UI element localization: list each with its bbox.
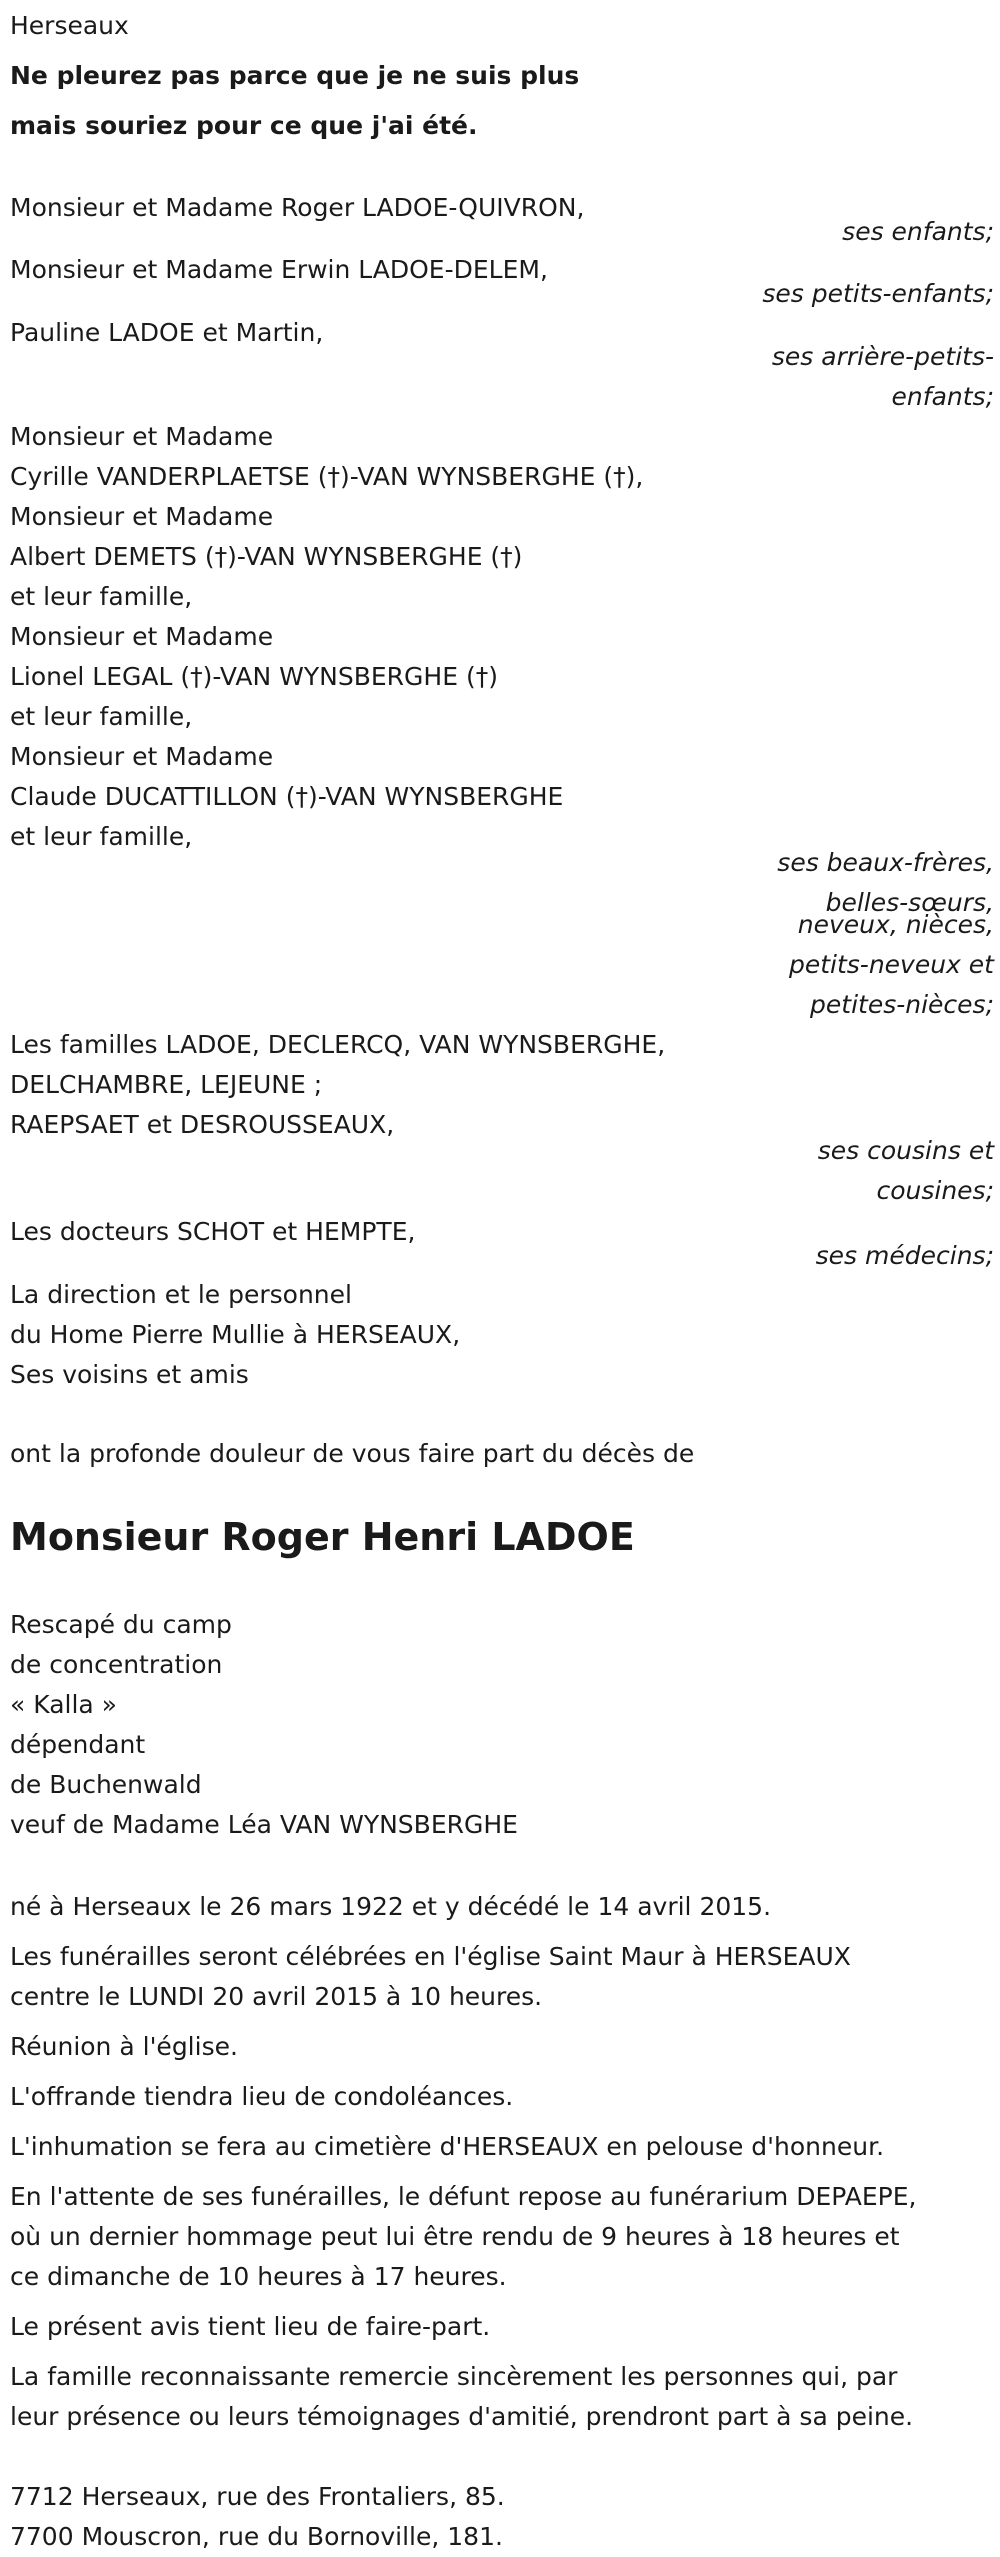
deceased-detail: « Kalla »: [10, 1690, 117, 1719]
announcement: ont la profonde douleur de vous faire part du décès de: [10, 1439, 695, 1468]
funeral-line: centre le LUNDI 20 avril 2015 à 10 heures.: [10, 1982, 543, 2011]
deceased-detail: veuf de Madame Léa VAN WYNSBERGHE: [10, 1810, 518, 1839]
inlaws-role: neveux, nièces,: [797, 910, 994, 939]
cousins-role: cousines;: [876, 1176, 994, 1205]
grandchildren-role: ses petits-enfants;: [762, 279, 994, 308]
inlaws-line: Monsieur et Madame: [10, 422, 274, 451]
cousins-line: DELCHAMBRE, LEJEUNE ;: [10, 1070, 323, 1099]
inlaws-line: Claude DUCATTILLON (†)-VAN WYNSBERGHE: [10, 782, 564, 811]
address-line: 7712 Herseaux, rue des Frontaliers, 85.: [10, 2482, 505, 2511]
inlaws-line: Albert DEMETS (†)-VAN WYNSBERGHE (†): [10, 542, 523, 571]
meeting-text: Réunion à l'église.: [10, 2032, 238, 2061]
cousins-line: Les familles LADOE, DECLERCQ, VAN WYNSBERGHE,: [10, 1030, 666, 1059]
waiting-line: où un dernier hommage peut lui être rendu de 9 heures à 18 heures et: [10, 2222, 900, 2251]
thanks-line: leur présence ou leurs témoignages d'amitié, prendront part à sa peine.: [10, 2402, 914, 2431]
inlaws-line: Lionel LEGAL (†)-VAN WYNSBERGHE (†): [10, 662, 498, 691]
doctors-role: ses médecins;: [815, 1241, 994, 1270]
inlaws-line: et leur famille,: [10, 822, 193, 851]
waiting-line: ce dimanche de 10 heures à 17 heures.: [10, 2262, 507, 2291]
notice-text: Le présent avis tient lieu de faire-part.: [10, 2312, 491, 2341]
grandchildren-names: Monsieur et Madame Erwin LADOE-DELEM,: [10, 255, 548, 284]
thanks-line: La famille reconnaissante remercie sincèrement les personnes qui, par: [10, 2362, 898, 2391]
deceased-detail: dépendant: [10, 1730, 146, 1759]
inlaws-line: Cyrille VANDERPLAETSE (†)-VAN WYNSBERGHE (†),: [10, 462, 644, 491]
inlaws-line: Monsieur et Madame: [10, 502, 274, 531]
deceased-name: Monsieur Roger Henri LADOE: [10, 1515, 635, 1559]
quote-line-2: mais souriez pour ce que j'ai été.: [10, 111, 478, 140]
inlaws-role: ses beaux-frères,: [777, 848, 994, 877]
inlaws-role: belles-sœurs,: [825, 888, 994, 917]
children-role: ses enfants;: [842, 217, 994, 246]
home-line: Ses voisins et amis: [10, 1360, 249, 1389]
header-place: Herseaux: [10, 11, 129, 40]
quote-line-1: Ne pleurez pas parce que je ne suis plus: [10, 61, 580, 90]
address-line: 7700 Mouscron, rue du Bornoville, 181.: [10, 2522, 503, 2551]
inlaws-line: et leur famille,: [10, 582, 193, 611]
greatgrandchildren-role-1: ses arrière-petits-: [771, 342, 994, 371]
burial-text: L'inhumation se fera au cimetière d'HERSEAUX en pelouse d'honneur.: [10, 2132, 885, 2161]
greatgrandchildren-names: Pauline LADOE et Martin,: [10, 318, 324, 347]
inlaws-line: Monsieur et Madame: [10, 622, 274, 651]
funeral-line: Les funérailles seront célébrées en l'église Saint Maur à HERSEAUX: [10, 1942, 851, 1971]
deceased-detail: Rescapé du camp: [10, 1610, 232, 1639]
deceased-detail: de Buchenwald: [10, 1770, 202, 1799]
inlaws-role: petites-nièces;: [810, 990, 994, 1019]
children-names: Monsieur et Madame Roger LADOE-QUIVRON,: [10, 193, 585, 222]
birth-death-dates: né à Herseaux le 26 mars 1922 et y décédé le 14 avril 2015.: [10, 1892, 772, 1921]
inlaws-role: petits-neveux et: [788, 950, 994, 979]
cousins-line: RAEPSAET et DESROUSSEAUX,: [10, 1110, 395, 1139]
offering-text: L'offrande tiendra lieu de condoléances.: [10, 2082, 514, 2111]
greatgrandchildren-role-2: enfants;: [891, 382, 994, 411]
home-line: du Home Pierre Mullie à HERSEAUX,: [10, 1320, 461, 1349]
doctors-names: Les docteurs SCHOT et HEMPTE,: [10, 1217, 416, 1246]
home-line: La direction et le personnel: [10, 1280, 352, 1309]
inlaws-line: Monsieur et Madame: [10, 742, 274, 771]
cousins-role: ses cousins et: [817, 1136, 994, 1165]
waiting-line: En l'attente de ses funérailles, le défunt repose au funérarium DEPAEPE,: [10, 2182, 917, 2211]
deceased-detail: de concentration: [10, 1650, 223, 1679]
inlaws-line: et leur famille,: [10, 702, 193, 731]
